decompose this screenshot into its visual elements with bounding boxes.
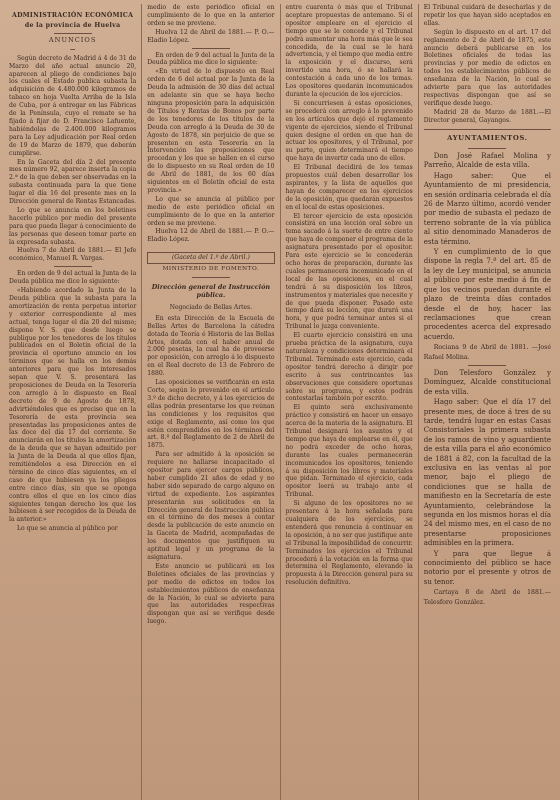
paragraph: Y para que llegue á conocimiento del público se hace notorio por el presente y otros de su tenor.: [423, 549, 551, 586]
signature: Huelva 12 de Abril de 1881.— P. O.— Eladio López.: [147, 28, 275, 44]
paragraph: El tercer ejercicio de esta oposición consistirá en una lección oral sobre un tema sacado á la suerte de entre ciento que haya de componer el programa de la asignatura presentado por el opositor. Para este ejercicio se le concederán ocho horas de preparación, durante las cuales permanecerá incomunicado en el local de las oposiciones, en el cual tendrá á su disposición los libros, instrumentos y materiales que necesite y de que pueda disponer. Pasado este tiempo dará su lección, que durará una hora, y que podrá terminar antes si el Tribunal lo juzga conveniente.: [285, 212, 413, 331]
signature: Huelva 7 de Abril de 1881.— El Jefe económico, Manuel R. Vargas.: [9, 247, 137, 263]
paragraph: Don José Rafael Molina y Parreño, Alcalde de esta villa.: [423, 152, 551, 170]
gazette-reference: (Gaceta del 1.º de Abril.): [147, 252, 274, 264]
paragraph: Según lo dispuesto en el art. 17 del reglamento de 2 de Abril de 1875, este anuncio deberá publicarse en los Boletines oficiales de todas las provincias y por medio de edictos en todos los establecimientos públicos de enseñanza de la Nación, lo cual se advierte para que las autoridades respectivas dispongan que así se verifique desde luego.: [423, 28, 551, 107]
paragraph: Y en cumplimiento de lo que dispone la regla 7.ª del art. 85 de la ley de Ley municipal, se anuncia al público por este medio á fin de que los vecinos puedan durante el plazo de treinta días contados desde el de hoy, hacer las reclamaciones que crean procedentes acerca del expresado acuerdo.: [423, 248, 551, 341]
paragraph: entre cuarenta ó más que el Tribunal aceptare propuestas de antemano. Si el opositor empleare en el ejercicio el tiempo que se le concede y el Tribunal podrá aumentar una hora más que le sea concedida, de la cual se le hará advertencia, y el tiempo que media entre la exposición y el discurso, será invertido una hora, ó se hallará la contestación á cada uno de los temas. Los opositores quedarán incomunicados durante la ejecución de los ejercicios.: [285, 4, 413, 98]
columns: [4, 4, 556, 800]
paragraph: Lo que se anuncia en los boletines hacerlo público por medio del presente para que pueda llegar á conocimiento de las personas que deseen tomar parte en la expresada subasta.: [9, 206, 137, 246]
section-header: ADMINISTRACIÓN ECONÓMICA: [12, 12, 134, 19]
subtitle: Negociado de Bellas Artes.: [169, 303, 253, 311]
divider: [192, 277, 230, 278]
paragraph: El quinto será exclusivamente práctico y consistirá en hacer un ensayo acerca de la materia de la asignatura. El Tribunal designará los asuntos y el tiempo que haya de emplearse en él, que no podrá exceder de ocho horas, durante las cuales permanecerán incomunicados los opositores, teniendo á su disposición los libros y materiales que pidan. Terminado el ejercicio, cada opositor leerá su trabajo ante el Tribunal.: [285, 404, 413, 499]
column-2: [142, 4, 280, 800]
divider: [54, 33, 92, 34]
ministry-heading: MINISTERIO DE FOMENTO.: [162, 266, 260, 273]
column-1: [4, 4, 142, 800]
paragraph: medio de este periódico oficial en cumplimiento de lo que en la anterior orden se me previene.: [147, 4, 275, 27]
paragraph: En orden de 9 del actual la Junta de la Deuda pública me dice lo siguiente:: [9, 270, 137, 286]
divider: [468, 148, 506, 149]
announcements-heading: ANUNCIOS: [48, 35, 97, 44]
divider: [468, 365, 506, 366]
divider: [54, 266, 92, 267]
paragraph: Para ser admitido á la oposición se requiere no hallarse incapacitado el opositor para ejercer cargos públicos, haber cumplido 21 años de edad y no haber sido separado de cargo alguno en virtud de expediente. Los aspirantes presentarán sus solicitudes en la Dirección general de Instrucción pública en el término de dos meses á contar desde la publicación de este anuncio en la Gaceta de Madrid, acompañadas de los documentos que justifiquen su aptitud legal y un programa de la asignatura.: [147, 451, 275, 561]
divider: [192, 48, 230, 49]
paragraph: Si concurriesen á estas oposiciones, se procederá con arreglo á lo prevenido en los artículos que dejó el reglamento vigente de ejercicios, siendo el Tribunal quien designe el orden en que han de actuar los opositores, y el Tribunal, por su parte, quien determinará el tiempo que haya de invertir cada uno de ellos.: [285, 99, 413, 163]
signature: Rociana 9 de Abril de 1881. —José Rafael Molina.: [423, 344, 551, 361]
paragraph: Hago saber: Que el día 17 del presente mes, de doce á tres de su tarde, tendrá lugar en estas Casas Consistoriales la primera subasta de los ramos de vino y aguardiente de esta villa para el año económico de 1881 á 82, con la facultad de la exclusiva en las ventas al por menor, bajo el pliego de condiciones que se halla de manifiesto en la Secretaría de este Ayuntamiento, celebrándose la segunda en los mismos horas el día 24 del mismo mes, en el caso de no presentarse proposiciones admisibles en la primera.: [423, 398, 551, 548]
column-4: [419, 4, 556, 800]
paragraph: «En virtud de lo dispuesto en Real orden de 6 del actual por la Junta de la Deuda la admisión de 30 días del actual en adelante sin que se haya hecho ninguna proposición para la adquisición de Títulos y Rentas de Bonos por parte de los tenedores de los títulos de la Deuda con arreglo á la Deuda de 30 de Agosto de 1878, sin perjuicio de que se presenten en esta Tesorería en la Intervención las proposiciones que procedan y los que se hallen en el curso de lo dispuesto en su Real orden de 10 de Abril de 1881, de los 60 días siguientes en el Boletín oficial de esta provincia.»: [147, 68, 275, 194]
section-subheader: de la provincia de Huelva: [24, 21, 121, 29]
paragraph: Lo que se anuncia al público por: [17, 525, 118, 533]
direction-heading: Dirección general de Instrucción pública.: [151, 283, 270, 299]
paragraph: El cuarto ejercicio consistirá en una prueba práctica de la asignatura, cuya naturaleza y condiciones determinará el Tribunal. Terminado este ejercicio, cada opositor tendrá derecho á dirigir por escrito á sus contrincantes las observaciones que considere oportunas sobre su programa, y estos podrán contestarlas también por escrito.: [285, 332, 413, 403]
paragraph: El Tribunal decidirá de los temas propuestos cuál deben desarrollar los aspirantes, y la lista de aquellos que hayan de comparecer en los ejercicios de la oposición, que quedarán expuestos en el local de estas oposiciones.: [285, 164, 413, 211]
paragraph: Si alguno de los opositores no se presentare á la hora señalada para cualquiera de los ejercicios, se entenderá que renuncia á continuar en la oposición, á no ser que justifique ante el Tribunal la imposibilidad de concurrir. Terminados los ejercicios el Tribunal procederá á la votación en la forma que determina el Reglamento, elevando la propuesta á la Dirección general para su resolución definitiva.: [285, 500, 413, 587]
paragraph: Hago saber: Que el Ayuntamiento de mi presidencia, en sesión ordinaria celebrada el día 26 de Marzo último, acordó vender por medio de subasta el pedazo de terreno sobrante de la vía pública al sitio denominado Manaderos de esta término.: [423, 171, 551, 246]
paragraph: «Habiendo acordado la Junta de la Deuda pública que la subasta para la amortización de renta perpetua interior y exterior correspondiente al mes actual, tenga lugar el día 20 del mismo; dispone V. S. que desde luego se publique por los tenedores de los títulos publicados en el Boletín oficial de la provincia el oportuno anuncio en los términos que se halla en los demás anteriores para que los interesados sepan que V. S. presentará las proposiciones de Deuda en la Tesorería con arreglo á lo dispuesto en Real decreto de 9 de Agosto de 1878, advirtiéndoles que es preciso que en la Tesorería de esta provincia sea presentadas las proposiciones antes de las doce del día 17 del corriente. Se anunciarán en los títulos la amortización de la deuda que se hayan admitido por la Junta de la Deuda al que ellos fijan, remitiéndolos a esa Dirección en el término de cinco días siguientes, en el caso de que hubiesen ya los pliegos entre cinco días, sin que se oponga contra ellos el que en los cinco días siguientes tengan derecho los que los hubiesen á ser recogidos de la Deuda de la anterior.»: [9, 287, 137, 524]
paragraph: En esta Dirección de la Escuela de Bellas Artes de Barcelona la cátedra dotada de Teoría é Historia de las Bellas Artes, dotada con el haber anual de 2.000 pesetas, la cual ha de proveerse por oposición, con arreglo á lo dispuesto en el Real decreto de 13 de Febrero de 1880.: [147, 314, 275, 378]
municipalities-heading: AYUNTAMIENTOS.: [447, 133, 528, 142]
paragraph: Las oposiciones se verificarán en esta Corte, según lo prevenido en el artículo 3.º de dicho decreto, y á los ejercicios de ellas podrán presentarse los que reúnan las condiciones y los requisitos que exige el Reglamento, así como los que estén comprendidos en los términos del art. 8.º del Reglamento de 2 de Abril de 1875.: [147, 379, 275, 450]
paragraph: Lo que se anuncia al público por medio de este periódico oficial en cumplimiento de lo que en la anterior orden se me previene.: [147, 195, 275, 227]
ornament: ~: [69, 44, 76, 54]
signature: Madrid 28 de Marzo de 1881.—El Director general, Gayangos.: [423, 108, 551, 124]
paragraph: Según decreto de Madrid á 4 de 31 de Marzo del año actual anuncio 20, aparecen al pliego de condiciones bajo los cuales el Estado publica subasta la adquisición de 4.480.000 kilogramos de tabaco en hoja Vuelta Arriba de la Isla de Cuba, por á entregar en las Fábricas de la Península, cuyo el remate se ha fijado á fijar de D. Francisco Lafuente, habiéndolas de 2.400.000 kilogramos para la Ley adjudicación por Real orden de 19 de Marzo de 1879, que deberán cumplirse.: [9, 54, 137, 157]
column-3: [281, 4, 419, 800]
paragraph: En la Gaceta del día 2 del presente mes número 92, aparece inserta la copia 2.ª de la que deben ser observadas en la subasta continuada para la que tiene lugar el día 16 del presente mes en la Dirección general de Rentas Estancadas.: [9, 158, 137, 206]
paragraph: En orden de 9 del actual la Junta de la Deuda pública me dice lo siguiente:: [147, 51, 275, 67]
signature: Huelva 12 de Abril de 1881.— P. O.— Eladio López.: [147, 228, 275, 244]
paragraph: Este anuncio se publicará en los Boletines oficiales de las provincias y por medio de edictos en todos los establecimientos públicos de enseñanza de la Nación, lo cual se advierte para que las autoridades respectivas dispongan que así se verifique desde luego.: [147, 562, 275, 626]
paragraph: Don Telesforo González y Domínguez, Alcalde constitucional de esta villa.: [423, 368, 551, 396]
signature: Cartaya 8 de Abril de 1881.—Telesforo González.: [423, 589, 551, 606]
divider: [424, 129, 551, 130]
paragraph: El Tribunal cuidará de desecharlas y de repetir los que hayan sido aceptados en ellas.: [423, 4, 551, 27]
